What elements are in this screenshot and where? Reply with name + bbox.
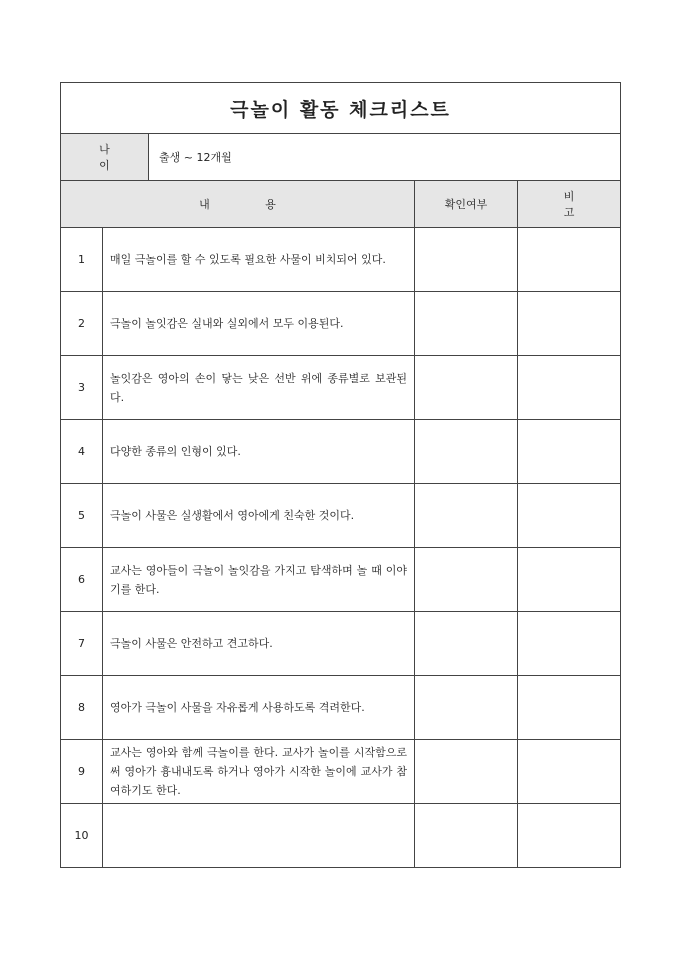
note-cell[interactable] bbox=[518, 740, 621, 804]
table-row bbox=[61, 228, 621, 292]
check-cell[interactable] bbox=[415, 804, 518, 868]
item-number: 3 bbox=[61, 356, 103, 420]
table-row bbox=[61, 804, 621, 868]
table-row bbox=[61, 740, 621, 804]
note-cell[interactable] bbox=[518, 420, 621, 484]
table-row bbox=[61, 484, 621, 548]
note-cell[interactable] bbox=[518, 292, 621, 356]
title-row bbox=[61, 83, 621, 134]
item-number: 8 bbox=[61, 676, 103, 740]
header-content: 내 용 bbox=[61, 181, 415, 228]
item-text: 극놀이 사물은 안전하고 견고하다. bbox=[103, 612, 415, 676]
item-number: 10 bbox=[61, 804, 103, 868]
item-number: 9 bbox=[61, 740, 103, 804]
note-cell[interactable] bbox=[518, 612, 621, 676]
age-label: 나 이 bbox=[61, 134, 149, 181]
items-body bbox=[61, 228, 621, 868]
item-number: 7 bbox=[61, 612, 103, 676]
table-row bbox=[61, 292, 621, 356]
note-cell[interactable] bbox=[518, 676, 621, 740]
header-check: 확인여부 bbox=[415, 181, 518, 228]
item-text: 교사는 영아들이 극놀이 놀잇감을 가지고 탐색하며 놀 때 이야기를 한다. bbox=[103, 548, 415, 612]
table-row bbox=[61, 356, 621, 420]
item-text bbox=[103, 804, 415, 868]
note-cell[interactable] bbox=[518, 228, 621, 292]
note-cell[interactable] bbox=[518, 804, 621, 868]
check-cell[interactable] bbox=[415, 420, 518, 484]
item-text: 극놀이 사물은 실생활에서 영아에게 친숙한 것이다. bbox=[103, 484, 415, 548]
checklist-table bbox=[60, 82, 621, 868]
item-number: 2 bbox=[61, 292, 103, 356]
check-cell[interactable] bbox=[415, 356, 518, 420]
item-text: 다양한 종류의 인형이 있다. bbox=[103, 420, 415, 484]
check-cell[interactable] bbox=[415, 676, 518, 740]
header-row bbox=[61, 181, 621, 228]
item-number: 4 bbox=[61, 420, 103, 484]
item-text: 놀잇감은 영아의 손이 닿는 낮은 선반 위에 종류별로 보관된다. bbox=[103, 356, 415, 420]
item-number: 5 bbox=[61, 484, 103, 548]
item-text: 극놀이 놀잇감은 실내와 실외에서 모두 이용된다. bbox=[103, 292, 415, 356]
table-row bbox=[61, 420, 621, 484]
item-text: 영아가 극놀이 사물을 자유롭게 사용하도록 격려한다. bbox=[103, 676, 415, 740]
item-text: 매일 극놀이를 할 수 있도록 필요한 사물이 비치되어 있다. bbox=[103, 228, 415, 292]
age-value: 출생 ~ 12개월 bbox=[149, 134, 621, 181]
note-cell[interactable] bbox=[518, 548, 621, 612]
age-row bbox=[61, 134, 621, 181]
note-cell[interactable] bbox=[518, 356, 621, 420]
item-text: 교사는 영아와 함께 극놀이를 한다. 교사가 놀이를 시작함으로써 영아가 흉내내도록 하거나 영아가 시작한 놀이에 교사가 참여하기도 한다. bbox=[103, 740, 415, 804]
header-note: 비 고 bbox=[518, 181, 621, 228]
page-title: 극놀이 활동 체크리스트 bbox=[61, 83, 621, 134]
note-cell[interactable] bbox=[518, 484, 621, 548]
check-cell[interactable] bbox=[415, 484, 518, 548]
check-cell[interactable] bbox=[415, 612, 518, 676]
check-cell[interactable] bbox=[415, 740, 518, 804]
item-number: 6 bbox=[61, 548, 103, 612]
table-row bbox=[61, 676, 621, 740]
check-cell[interactable] bbox=[415, 548, 518, 612]
check-cell[interactable] bbox=[415, 292, 518, 356]
table-row bbox=[61, 612, 621, 676]
table-row bbox=[61, 548, 621, 612]
check-cell[interactable] bbox=[415, 228, 518, 292]
item-number: 1 bbox=[61, 228, 103, 292]
